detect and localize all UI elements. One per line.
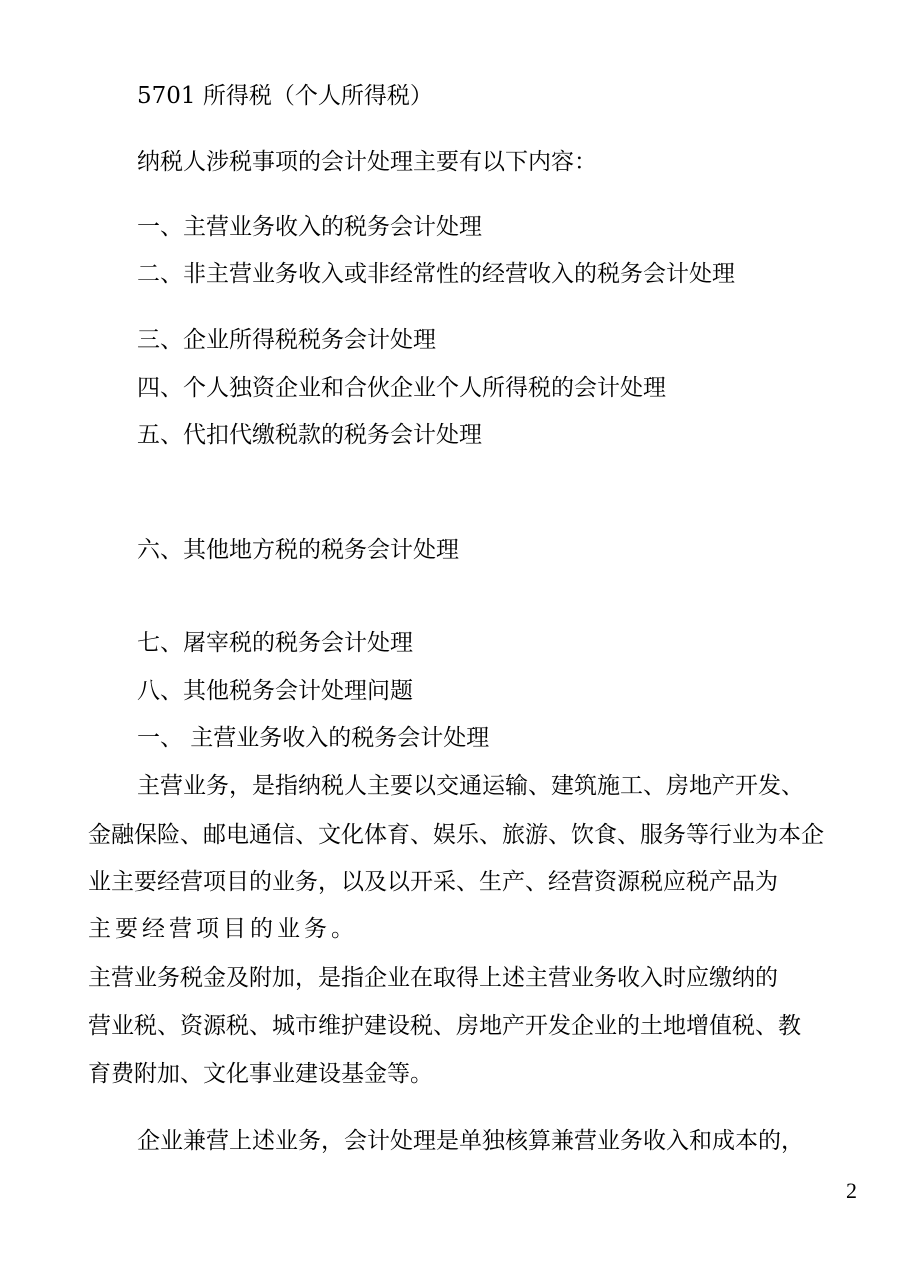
paragraph-3-line: 企业兼营上述业务，会计处理是单独核算兼营业务收入和成本的，: [137, 1128, 804, 1154]
paragraph-2-line: 营业税、资源税、城市维护建设税、房地产开发企业的土地增值税、教: [88, 1013, 801, 1039]
toc-item-2: 二、非主营业务收入或非经常性的经营收入的税务会计处理: [137, 261, 735, 287]
paragraph-2-line: 主营业务税金及附加，是指企业在取得上述主营业务收入时应缴纳的: [88, 965, 778, 991]
paragraph-1-line: 主要经营项目的业务。: [88, 916, 358, 942]
intro-text: 纳税人涉税事项的会计处理主要有以下内容：: [137, 149, 597, 175]
page-number: 2: [846, 1178, 857, 1203]
toc-item-1: 一、主营业务收入的税务会计处理: [137, 214, 482, 240]
paragraph-1-line: 主营业务，是指纳税人主要以交通运输、建筑施工、房地产开发、: [137, 773, 804, 799]
paragraph-2-line: 育费附加、文化事业建设基金等。: [88, 1061, 433, 1087]
toc-item-6: 六、其他地方税的税务会计处理: [137, 537, 459, 563]
paragraph-1-line: 业主要经营项目的业务，以及以开采、生产、经营资源税应税产品为: [88, 869, 778, 895]
toc-item-8: 八、其他税务会计处理问题: [137, 678, 413, 704]
section-title: 一、 主营业务收入的税务会计处理: [137, 725, 490, 751]
paragraph-1-line: 金融保险、邮电通信、文化体育、娱乐、旅游、饮食、服务等行业为本企: [88, 822, 824, 848]
toc-item-3: 三、企业所得税税务会计处理: [137, 327, 436, 353]
toc-item-7: 七、屠宰税的税务会计处理: [137, 630, 413, 656]
heading: 5701 所得税（个人所得税）: [137, 83, 433, 109]
toc-item-5: 五、代扣代缴税款的税务会计处理: [137, 422, 482, 448]
toc-item-4: 四、个人独资企业和合伙企业个人所得税的会计处理: [137, 375, 666, 401]
